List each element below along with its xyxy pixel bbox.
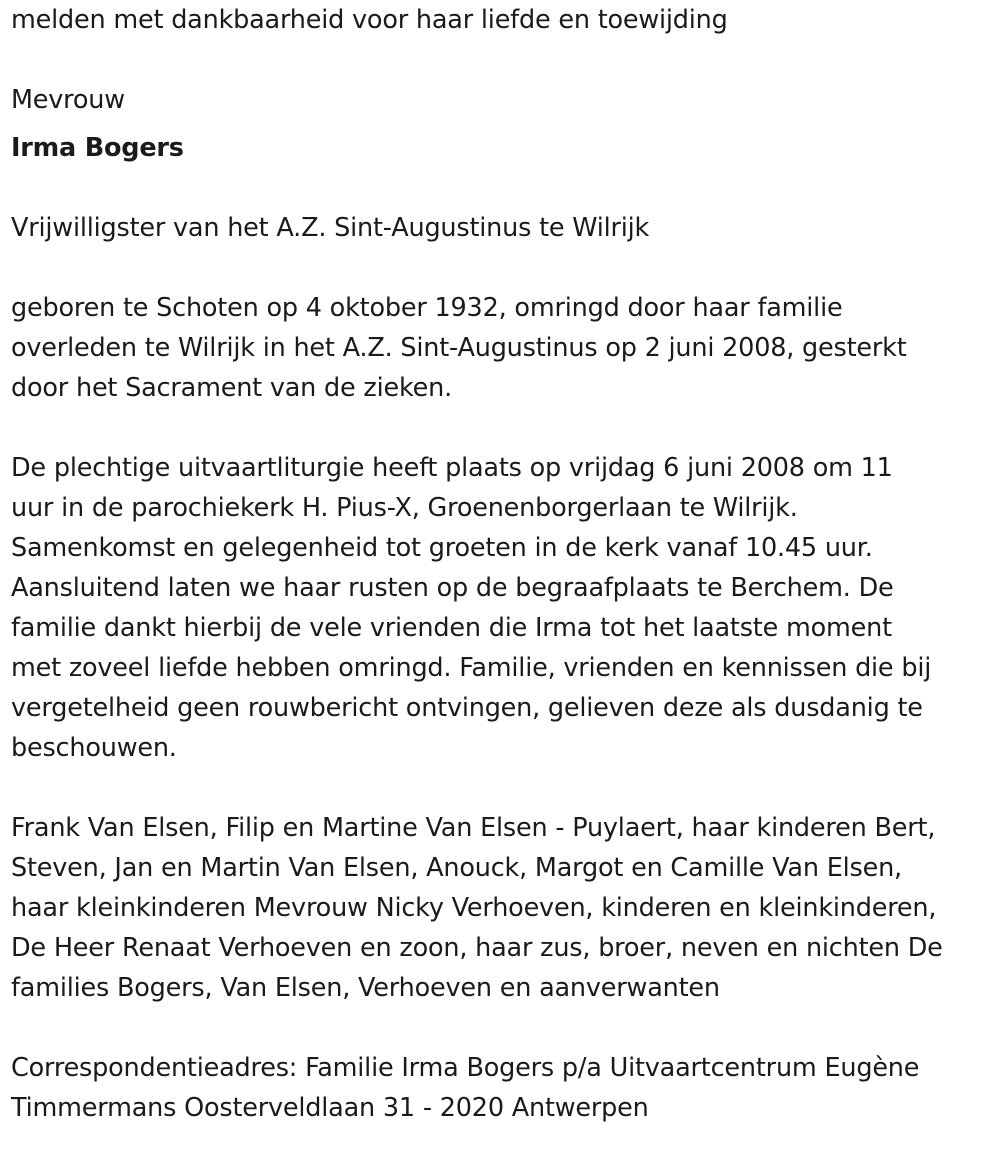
paragraph-line: Samenkomst en gelegenheid tot groeten in de kerk vanaf 10.45 uur.: [11, 533, 873, 563]
correspondence-paragraph: [11, 1048, 991, 1128]
paragraph-line: overleden te Wilrijk in het A.Z. Sint-Augustinus op 2 juni 2008, gesterkt: [11, 333, 907, 363]
spacer: [11, 120, 991, 128]
paragraph-line: uur in de parochiekerk H. Pius-X, Groenenborgerlaan te Wilrijk.: [11, 493, 798, 523]
spacer: [11, 1008, 991, 1048]
paragraph-line: familie dankt hierbij de vele vrienden die Irma tot het laatste moment: [11, 613, 892, 643]
paragraph-line: door het Sacrament van de zieken.: [11, 373, 453, 403]
deceased-name: Irma Bogers: [11, 133, 184, 163]
family-paragraph: [11, 808, 991, 1008]
spacer: [11, 768, 991, 808]
salutation: Mevrouw: [11, 85, 125, 115]
paragraph-line: De Heer Renaat Verhoeven en zoon, haar zus, broer, neven en nichten De: [11, 933, 943, 963]
paragraph-line: families Bogers, Van Elsen, Verhoeven en aanverwanten: [11, 973, 720, 1003]
spacer: [11, 408, 991, 448]
spacer: [11, 248, 991, 288]
paragraph-line: Frank Van Elsen, Filip en Martine Van Elsen - Puylaert, haar kinderen Bert,: [11, 813, 936, 843]
paragraph-line: Timmermans Oosterveldlaan 31 - 2020 Antwerpen: [11, 1093, 649, 1123]
ceremony-paragraph: [11, 448, 991, 768]
paragraph-line: vergetelheid geen rouwbericht ontvingen, gelieven deze als dusdanig te: [11, 693, 923, 723]
spacer: [11, 40, 991, 80]
intro-text: melden met dankbaarheid voor haar liefde en toewijding: [11, 5, 728, 35]
paragraph-line: geboren te Schoten op 4 oktober 1932, omringd door haar familie: [11, 293, 843, 323]
paragraph-line: beschouwen.: [11, 733, 177, 763]
paragraph-line: Correspondentieadres: Familie Irma Bogers p/a Uitvaartcentrum Eugène: [11, 1053, 920, 1083]
paragraph-line: Steven, Jan en Martin Van Elsen, Anouck, Margot en Camille Van Elsen,: [11, 853, 902, 883]
obituary-document: [11, 0, 991, 1128]
paragraph-line: Aansluitend laten we haar rusten op de begraafplaats te Berchem. De: [11, 573, 894, 603]
paragraph-line: De plechtige uitvaartliturgie heeft plaats op vrijdag 6 juni 2008 om 11: [11, 453, 893, 483]
paragraph-line: haar kleinkinderen Mevrouw Nicky Verhoeven, kinderen en kleinkinderen,: [11, 893, 937, 923]
spacer: [11, 168, 991, 208]
paragraph-line: met zoveel liefde hebben omringd. Familie, vrienden en kennissen die bij: [11, 653, 932, 683]
role-text: Vrijwilligster van het A.Z. Sint-Augustinus te Wilrijk: [11, 213, 650, 243]
birth-death-paragraph: [11, 288, 991, 408]
